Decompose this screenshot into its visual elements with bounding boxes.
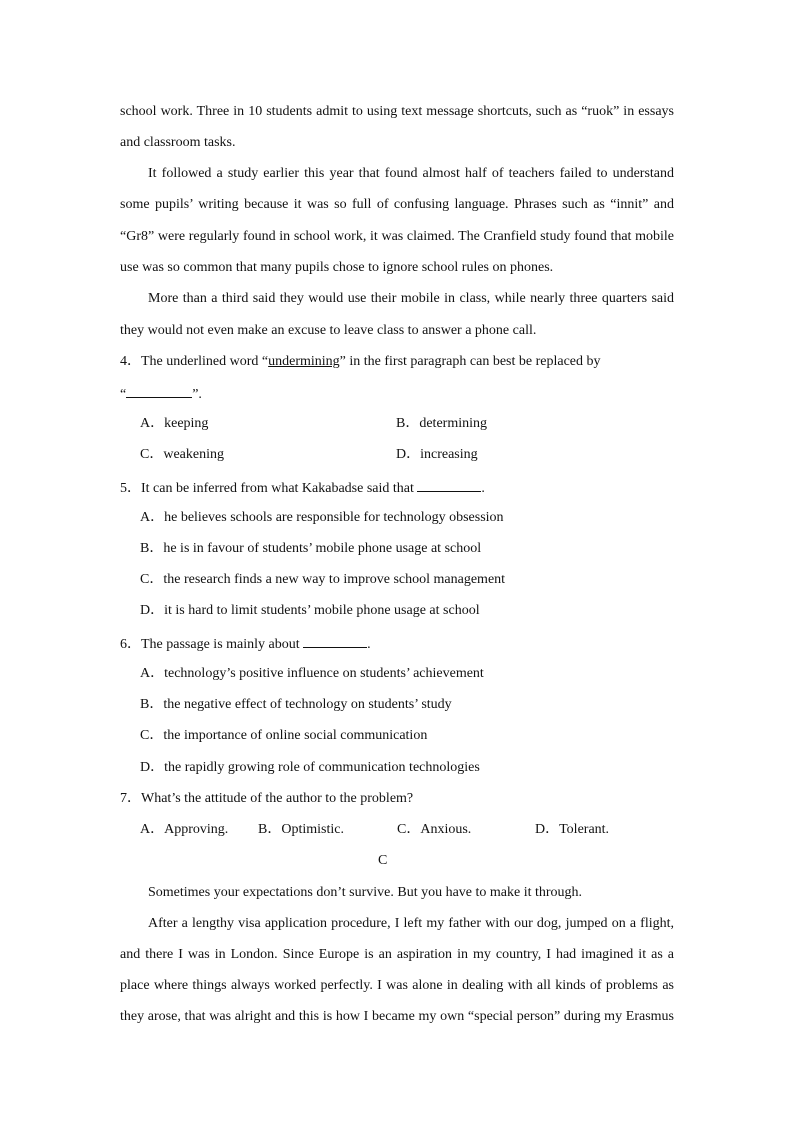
option-b: B．determining [396,416,487,431]
passage-line: they would not even make an excuse to leave class to answer a phone call. [120,323,537,338]
option-b: B．Optimistic. [258,822,344,837]
option-d: D．it is hard to limit students’ mobile phone usage at school [140,603,480,618]
passage-line: Sometimes your expectations don’t survive. But you have to make it through. [148,885,583,900]
option-c: C．weakening [140,447,224,462]
passage-line: and there I was in London. Since Europe is an aspiration in my country, I had imagined it as a [120,947,674,962]
passage-line: After a lengthy visa application procedure, I left my father with our dog, jumped on a flight, [148,916,674,931]
question-number: 6． [120,637,141,652]
question-number: 4． [120,354,141,369]
question-7-stem: 7．What’s the attitude of the author to the problem? [120,791,414,806]
option-a: A．technology’s positive influence on students’ achievement [140,666,484,681]
option-c: C．the research finds a new way to improve school management [140,572,506,587]
passage-line: use was so common that many pupils chose to ignore school rules on phones. [120,260,554,275]
question-number: 5． [120,481,141,496]
passage-line: school work. Three in 10 students admit to using text message shortcuts, such as “ruok” in essays [120,104,674,119]
question-4-blank-line: “ ”. [120,384,202,404]
option-c: C．Anxious. [397,822,472,837]
section-heading: C [378,853,388,868]
option-a: A．he believes schools are responsible for technology obsession [140,510,504,525]
question-4-stem: 4．The underlined word “undermining” in the first paragraph can best be replaced by [120,354,601,369]
passage-line: some pupils’ writing because it was so full of confusing language. Phrases such as “innit” and [120,197,674,212]
option-a: A．keeping [140,416,209,431]
passage-line: More than a third said they would use their mobile in class, while nearly three quarters said [148,291,674,306]
option-d: D．the rapidly growing role of communication technologies [140,760,480,775]
option-c: C．the importance of online social communication [140,728,428,743]
passage-line: and classroom tasks. [120,135,236,150]
option-d: D．increasing [396,447,478,462]
underlined-word: undermining [268,354,340,369]
answer-blank [303,634,367,648]
option-d: D．Tolerant. [535,822,610,837]
passage-line: they arose, that was alright and this is how I became my own “special person” during my Erasmus [120,1009,674,1024]
question-5-stem: 5．It can be inferred from what Kakabadse said that . [120,478,485,498]
option-a: A．Approving. [140,822,229,837]
answer-blank [126,384,192,398]
passage-line: “Gr8” were regularly found in school work, it was claimed. The Cranfield study found that mobile [120,229,674,244]
passage-line: place where things always worked perfectly. I was alone in dealing with all kinds of problems as [120,978,674,993]
passage-line: It followed a study earlier this year that found almost half of teachers failed to understand [148,166,674,181]
question-number: 7． [120,791,141,806]
question-6-stem: 6．The passage is mainly about . [120,634,371,654]
option-b: B．the negative effect of technology on students’ study [140,697,452,712]
option-b: B．he is in favour of students’ mobile phone usage at school [140,541,482,556]
answer-blank [417,478,481,492]
